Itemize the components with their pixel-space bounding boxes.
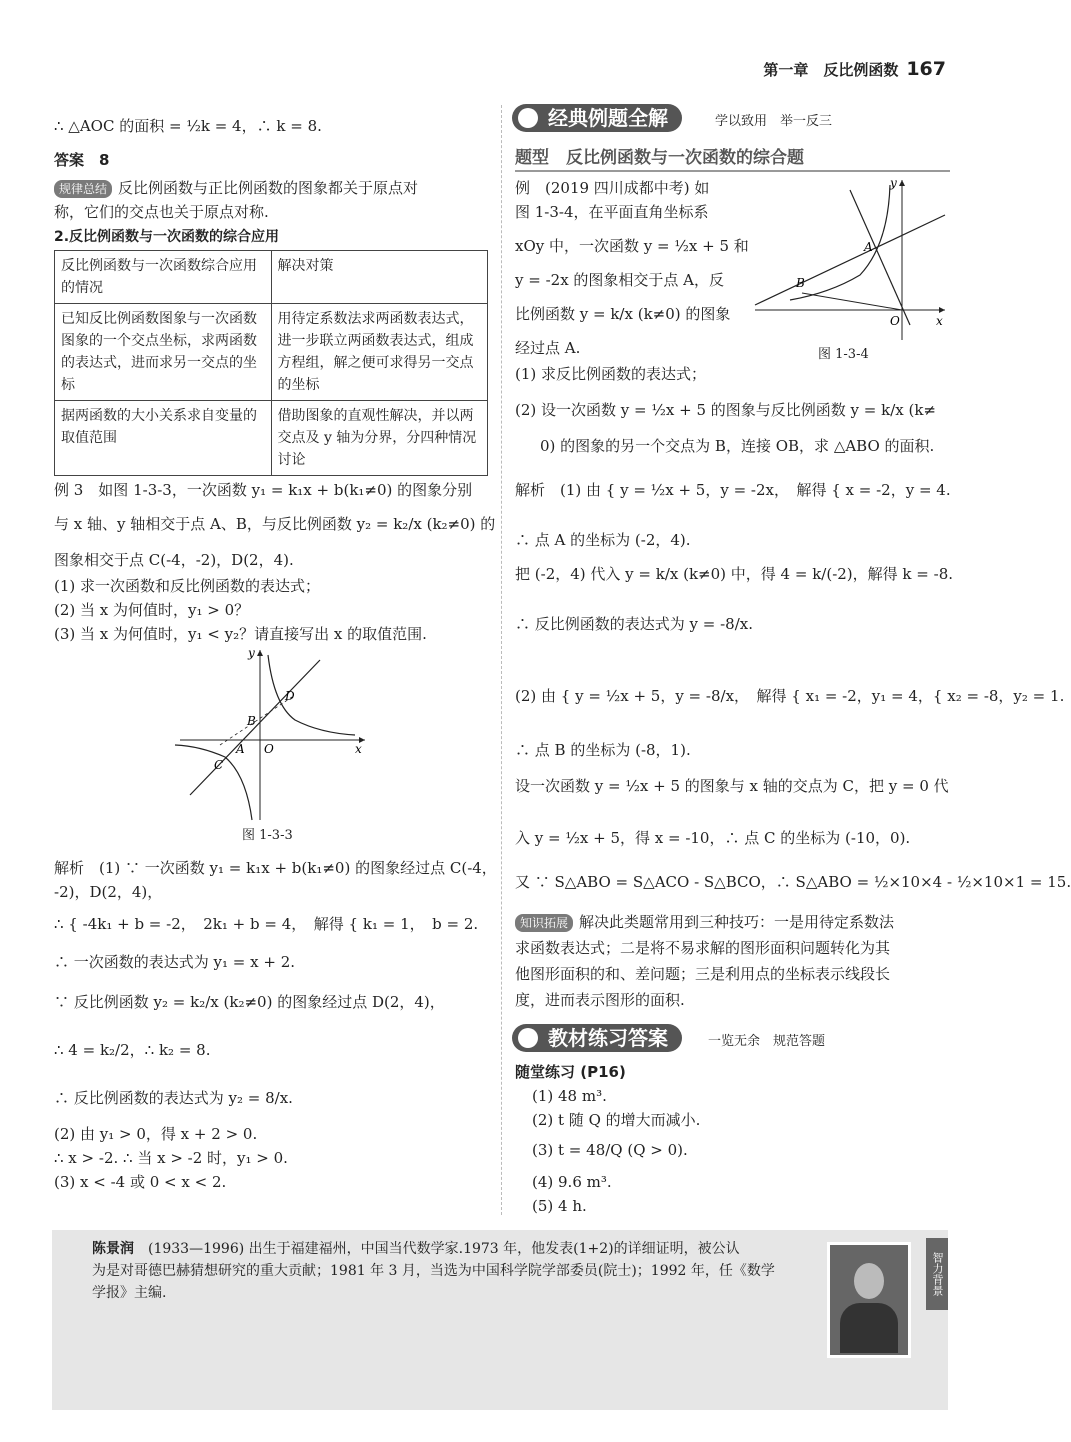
right-solution-8: 入 y = ½x + 5，得 x = -10，∴ 点 C 的坐标为 (-10，0). [515, 829, 911, 847]
banner-classic-examples [512, 104, 682, 132]
page-number: 167 [906, 58, 946, 80]
table-head-cell: 反比例函数与一次函数综合应用的情况 [55, 251, 272, 304]
fig2-label-o: O [890, 314, 900, 328]
right-question-2a: (2) 设一次函数 y = ½x + 5 的图象与反比例函数 y = k/x (k≠ [515, 401, 937, 419]
chapter-title: 第一章 反比例函数 [763, 61, 899, 79]
practice-answer-4: (4) 9.6 m³. [532, 1173, 612, 1191]
fig2-label-x: x [936, 314, 943, 328]
practice-answer-3: (3) t = 48/Q (Q > 0). [532, 1141, 688, 1159]
y-axis-arrow [257, 650, 263, 656]
tip-line-3: 他图形面积的和、差问题；三是利用点的坐标表示线段长 [515, 965, 891, 983]
biography-line-1: (1933—1996) 出生于福建福州，中国当代数学家.1973 年，他发表(1+2)的详细证明，被公认 [148, 1241, 740, 1257]
example3-line-2: 与 x 轴、y 轴相交于点 A、B，与反比例函数 y₂ = k₂/x (k₂≠0) 的 [54, 515, 496, 533]
biography-name: 陈景润 [92, 1241, 134, 1257]
right-example-line-2: 图 1-3-4，在平面直角坐标系 [515, 203, 709, 221]
right-question-1: (1) 求反比例函数的表达式； [515, 365, 707, 383]
line-y-neg-2x [850, 190, 910, 325]
table-row [55, 401, 488, 476]
summary-line-2: 称，它们的交点也关于原点对称. [54, 203, 269, 221]
banner-circle-icon [518, 108, 538, 128]
right-example-line-5: 比例函数 y = k/x (k≠0) 的图象 [515, 305, 731, 323]
summary-tag: 规律总结 [54, 180, 112, 198]
summary-text-1: 反比例函数与正比例函数的图象都关于原点对 [118, 179, 419, 197]
banner-circle-icon [518, 1028, 538, 1048]
strategy-table [54, 250, 488, 476]
right-solution-1: 解析 (1) 由 { y = ½x + 5，y = -2x， 解得 { x = -2，y = 4. [515, 481, 951, 499]
page-header [763, 58, 946, 80]
banner-textbook-answers-label: 教材练习答案 [548, 1026, 668, 1050]
right-example-line-6: 经过点 A. [515, 339, 581, 357]
solution-system-1 [54, 912, 490, 936]
x-axis-arrow [939, 307, 945, 313]
portrait-body [840, 1303, 898, 1353]
left-line-aoc: ∴ △AOC 的面积 = ½k = 4，∴ k = 8. [54, 117, 322, 135]
section-2-title: 2.反比例函数与一次函数的综合应用 [54, 229, 280, 245]
solution-line-reciprocal: ∵ 反比例函数 y₂ = k₂/x (k₂≠0) 的图象经过点 D(2，4)， [54, 993, 445, 1011]
side-tab: 智力背景 [926, 1238, 948, 1310]
tip-text-1: 解决此类题常用到三种技巧：一是用待定系数法 [579, 913, 895, 931]
right-example-line-4: y = -2x 的图象相交于点 A，反 [515, 271, 725, 289]
fig1-label-d: D [285, 689, 295, 703]
table-cell: 已知反比例函数图象与一次函数图象的一个交点坐标，求两函数的表达式，进而求另一交点的坐标 [55, 304, 272, 401]
practice-answer-5: (5) 4 h. [532, 1197, 587, 1215]
example3-line-1: 例 3 如图 1-3-3，一次函数 y₁ = k₁x + b(k₁≠0) 的图象分别 [54, 481, 473, 499]
practice-title: 随堂练习 (P16) [515, 1063, 626, 1081]
fig2-label-b: B [796, 276, 805, 290]
question-1: (1) 求一次函数和反比例函数的表达式； [54, 577, 321, 595]
summary-line-1 [54, 176, 490, 200]
hyperbola-branch-right [268, 655, 355, 735]
tip-tag: 知识拓展 [515, 914, 573, 932]
figure-1-3-3 [170, 645, 370, 825]
right-solution-3: 把 (-2，4) 代入 y = k/x (k≠0) 中，得 4 = k/(-2)，解得 k = -8. [515, 565, 954, 583]
table-cell: 据两函数的大小关系求自变量的取值范围 [55, 401, 272, 476]
right-solution-9: 又 ∵ S△ABO = S△ACO - S△BCO，∴ S△ABO = ½×10×4 - ½×10×1 = 15. [515, 873, 1071, 891]
solution-line-y2: ∴ 反比例函数的表达式为 y₂ = 8/x. [54, 1089, 293, 1107]
right-solution-5: (2) 由 { y = ½x + 5，y = -8/x， 解得 { x₁ = -2，y₁ = 4，{ x₂ = -8，y₂ = 1. [515, 687, 1065, 705]
fig1-label-y: y [248, 646, 255, 660]
fig1-label-a: A [236, 742, 245, 756]
portrait-face [854, 1263, 884, 1299]
practice-answer-1: (1) 48 m³. [532, 1087, 607, 1105]
question-type-title: 题型 反比例函数与一次函数的综合题 [515, 148, 804, 168]
solution-line-part2b: ∴ x > -2. ∴ 当 x > -2 时，y₁ > 0. [54, 1149, 288, 1167]
fig2-label-y: y [890, 176, 897, 190]
fig1-label-c: C [214, 758, 224, 772]
system-equations: ∴ { -4k₁ + b = -2， 2k₁ + b = 4， [54, 915, 299, 933]
tip-line-2: 求函数表达式；二是将不易求解的图形面积问题转化为其 [515, 939, 891, 957]
biography-text [92, 1238, 812, 1304]
figure-1-3-3-caption: 图 1-3-3 [242, 828, 293, 843]
tip-line-4: 度，进而表示图形的面积. [515, 991, 685, 1009]
banner-textbook-answers-sub: 一览无余 规范答题 [708, 1034, 826, 1049]
table-head-cell: 解决对策 [271, 251, 488, 304]
table-row [55, 251, 488, 304]
question-3: (3) 当 x 为何值时，y₁ < y₂？请直接写出 x 的取值范围. [54, 625, 427, 643]
biography-footer [52, 1230, 948, 1410]
solution-line-part2: (2) 由 y₁ > 0，得 x + 2 > 0. [54, 1125, 258, 1143]
fig1-label-o: O [264, 742, 274, 756]
solution-line-k2: ∴ 4 = k₂/2，∴ k₂ = 8. [54, 1041, 211, 1059]
line-y-half-x-plus-5 [755, 215, 945, 305]
y-axis-arrow [899, 180, 905, 186]
portrait-photo [827, 1242, 911, 1358]
right-example-line-1: 例 (2019 四川成都中考) 如 [515, 179, 710, 197]
title-underline [515, 170, 950, 172]
right-example-line-3: xOy 中，一次函数 y = ½x + 5 和 [515, 237, 749, 255]
solution-line-linear: ∴ 一次函数的表达式为 y₁ = x + 2. [54, 953, 296, 971]
dashed-line [220, 697, 292, 745]
system-solution: 解得 { k₁ = 1， b = 2. [313, 915, 479, 933]
right-solution-2: ∴ 点 A 的坐标为 (-2，4). [515, 531, 691, 549]
right-solution-7: 设一次函数 y = ½x + 5 的图象与 x 轴的交点为 C，把 y = 0 代 [515, 777, 949, 795]
fig1-label-b: B [247, 714, 256, 728]
answer-line: 答案 8 [54, 151, 110, 169]
solution-line-2: -2)，D(2，4)， [54, 883, 163, 901]
banner-classic-examples-label: 经典例题全解 [548, 106, 668, 130]
figure-1-3-4-caption: 图 1-3-4 [818, 347, 869, 362]
solution-line-1: 解析 (1) ∵ 一次函数 y₁ = k₁x + b(k₁≠0) 的图象经过点 C(-4， [54, 859, 497, 877]
table-cell: 用待定系数法求两函数表达式，进一步联立两函数表达式，组成方程组，解之便可求得另一交点的坐标 [271, 304, 488, 401]
table-cell: 借助图象的直观性解决，并以两交点及 y 轴为分界，分四种情况讨论 [271, 401, 488, 476]
hyperbola-branch [790, 185, 890, 300]
biography-line-3: 学报》主编. [92, 1285, 167, 1301]
column-divider [501, 105, 502, 1215]
biography-line-2: 为是对哥德巴赫猜想研究的重大贡献；1981 年 3 月，当选为中国科学院学部委员(院士)；1992 年，任《数学 [92, 1263, 775, 1279]
banner-textbook-answers [512, 1024, 682, 1052]
right-question-2b: 0) 的图象的另一个交点为 B，连接 OB，求 △ABO 的面积. [540, 437, 935, 455]
practice-answer-2: (2) t 随 Q 的增大而减小. [532, 1111, 701, 1129]
segment-ob [802, 293, 902, 310]
example3-line-3: 图象相交于点 C(-4，-2)，D(2，4). [54, 551, 294, 569]
solution-line-part3: (3) x < -4 或 0 < x < 2. [54, 1173, 227, 1191]
fig2-label-a: A [864, 240, 873, 254]
tip-line-1 [515, 910, 950, 934]
table-row [55, 304, 488, 401]
question-2: (2) 当 x 为何值时，y₁ > 0？ [54, 601, 250, 619]
banner-classic-examples-sub: 学以致用 举一反三 [715, 114, 833, 129]
figure-1-3-4 [750, 175, 950, 345]
hyperbola-branch-left [175, 745, 252, 820]
fig1-label-x: x [355, 742, 362, 756]
right-solution-6: ∴ 点 B 的坐标为 (-8，1). [515, 741, 691, 759]
right-solution-4: ∴ 反比例函数的表达式为 y = -8/x. [515, 615, 754, 633]
